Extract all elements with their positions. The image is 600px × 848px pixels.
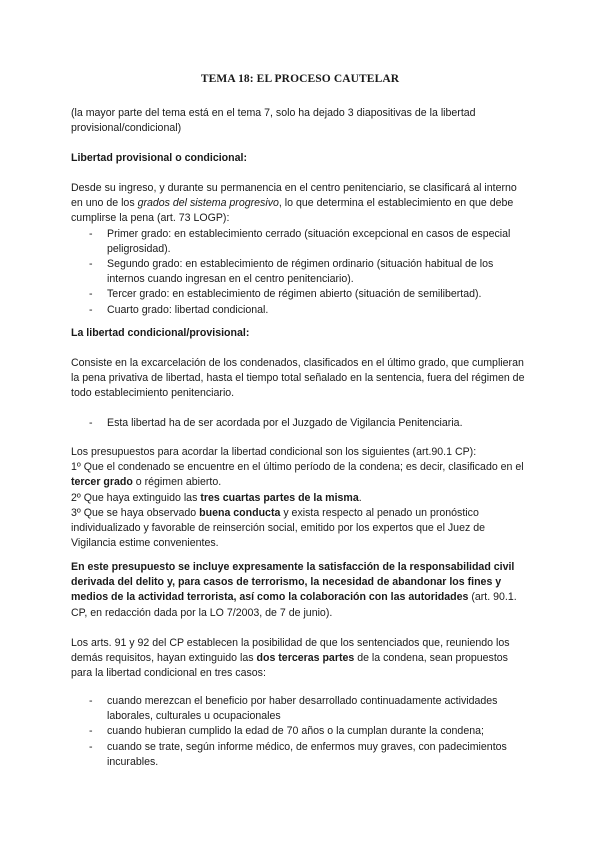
presupuesto-bold: En este presupuesto se incluye expresamente la satisfacción de la responsabilidad civil derivada del delito y, para casos de terrorismo, la necesidad de abandonar los fines y medios de la actividad terrorista, así como la colaboración con las autoridades [71,561,515,604]
section2-paragraph: Consiste en la excarcelación de los condenados, clasificados en el último grado, que cumplieran la pena privativa de libertad, hasta el tiempo total señalado en la sentencia, fuera del régimen de todo establecimiento penitenciario. [71,357,525,400]
requisites-intro: Los presupuestos para acordar la libertad condicional son los siguientes (art.90.1 CP): [71,446,477,458]
requisite-3-b: y exista respecto al penado un pronóstico individualizado y favorable de reinserción social, emitido por los expertos que el Juez de Vigilancia estime convenientes. [71,506,485,550]
section1-heading: Libertad provisional o condicional: [71,152,247,164]
requisite-1 [71,460,531,490]
section2-body [71,356,531,402]
list-item: - Cuarto grado: libertad condicional. [71,303,531,318]
intro-note-text: (la mayor parte del tema está en el tema 7, solo ha dejado 3 diapositivas de la libertad provisional/condicional) [71,107,476,135]
section1-para-b: , lo que determina el establecimiento en que debe cumplirse la pena (art. 73 LOGP): [71,197,514,225]
section1-heading-block [71,151,531,166]
grades-list [71,227,531,318]
requisite-2-bold: tres cuartas partes de la misma [200,491,359,504]
list-item: - Esta libertad ha de ser acordada por el Juzgado de Vigilancia Penitenciaria. [71,416,531,431]
presupuesto-paragraph [71,560,531,621]
requisite-3 [71,506,531,552]
requisite-1-a: 1º Que el condenado se encuentre en el último período de la condena; es decir, clasificado en el [71,461,524,474]
list-item: - Segundo grado: en establecimiento de régimen ordinario (situación habitual de los internos cuando ingresan en el centro penitenciario). [71,257,531,287]
section1-para-a: Desde su ingreso, y durante su permanencia en el centro penitenciario, se clasificará al interno en uno de los [71,182,517,210]
requisite-2 [71,491,531,506]
requisite-3-bold: buena conducta [199,506,281,519]
requisite-2-b: . [358,491,362,504]
arts-paragraph [71,636,531,682]
document-title: TEMA 18: EL PROCESO CAUTELAR [200,73,400,85]
list-item: - cuando se trate, según informe médico, de enfermos muy graves, con padecimientos incurables. [71,740,531,770]
requisite-1-b: o régimen abierto. [132,476,222,489]
requisites-block [71,445,531,551]
section1-body [71,181,531,318]
list-item: - cuando merezcan el beneficio por haber desarrollado continuadamente actividades laborales, culturales u ocupacionales [71,694,531,724]
section2-list [71,416,531,431]
section1-para-italic: grados del sistema progresivo [137,197,279,210]
section1-paragraph [71,181,531,227]
section2-heading-block [71,326,531,341]
list-item: - cuando hubieran cumplido la edad de 70 años o la cumplan durante la condena; [71,724,531,739]
requisite-3-a: 3º Que se haya observado [71,506,200,519]
section2-heading: La libertad condicional/provisional: [71,327,250,339]
intro-note [71,106,531,136]
arts-para-bold: dos terceras partes [256,652,355,665]
arts-block [71,636,531,682]
arts-list [71,694,531,770]
arts-para-b: de la condena, sean propuestos para la libertad condicional en tres casos: [71,652,508,680]
list-item: - Primer grado: en establecimiento cerrado (situación excepcional en casos de especial peligrosidad). [71,227,531,257]
arts-para-a: Los arts. 91 y 92 del CP establecen la posibilidad de que los sentenciados que, reuniendo los demás requisitos, hayan extinguido las [71,637,510,665]
section2-list-block [71,416,531,431]
requisite-1-bold: tercer grado [71,476,133,489]
arts-list-block [71,694,531,770]
presupuesto-rest: (art. 90.1. CP, en redacción dada por la LO 7/2003, de 7 de junio). [71,591,517,619]
requisite-2-a: 2º Que haya extinguido las [71,491,201,504]
presupuesto-block [71,560,531,621]
list-item: - Tercer grado: en establecimiento de régimen abierto (situación de semilibertad). [71,287,531,302]
